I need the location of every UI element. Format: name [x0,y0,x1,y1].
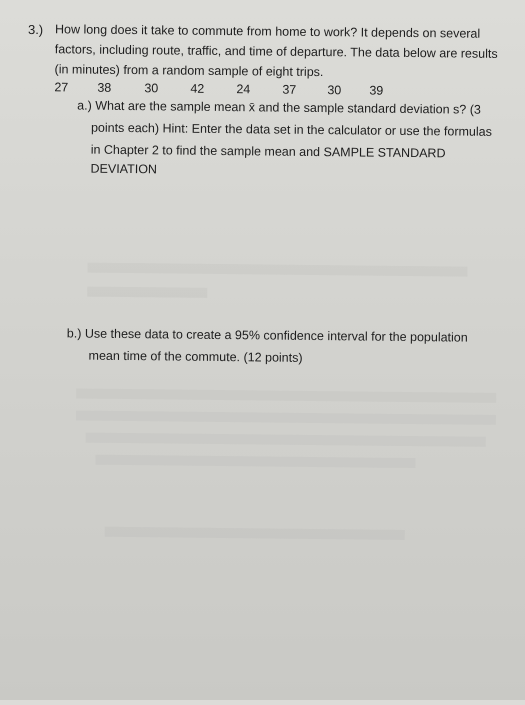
bleed-through-mark [95,455,415,468]
part-b-line-1: b.) Use these data to create a 95% confidence interval for the population [66,326,468,345]
part-a-line-1: a.) What are the sample mean x̄ and the sample standard deviation s? (3 [77,98,481,117]
bleed-through-mark [87,263,467,277]
data-value: 37 [282,82,297,97]
data-value: 30 [327,83,342,98]
data-value: 24 [236,82,251,97]
part-a-line-4: DEVIATION [90,161,158,177]
data-value: 27 [54,80,69,95]
bleed-through-mark [105,527,405,540]
question-number: 3.) [27,21,44,38]
bleed-through-mark [86,433,486,447]
part-a-line-2: points each) Hint: Enter the data set in the calculator or use the formulas [90,120,492,139]
part-b-line-2: mean time of the commute. (12 points) [88,348,303,365]
data-value: 38 [97,80,112,95]
data-value: 39 [369,83,384,98]
bleed-through-mark [87,287,207,298]
data-value: 42 [190,81,205,96]
part-a-line-3: in Chapter 2 to find the sample mean and SAMPLE STANDARD [90,142,446,161]
bleed-through-mark [76,411,496,425]
intro-line-3: (in minutes) from a random sample of eight trips. [54,62,324,80]
intro-line-1: How long does it take to commute from home to work? It depends on several [54,22,481,41]
intro-line-2: factors, including route, traffic, and time of departure. The data below are results [54,42,498,61]
data-values-row [54,80,414,100]
bleed-through-mark [76,389,496,403]
data-value: 30 [144,81,159,96]
